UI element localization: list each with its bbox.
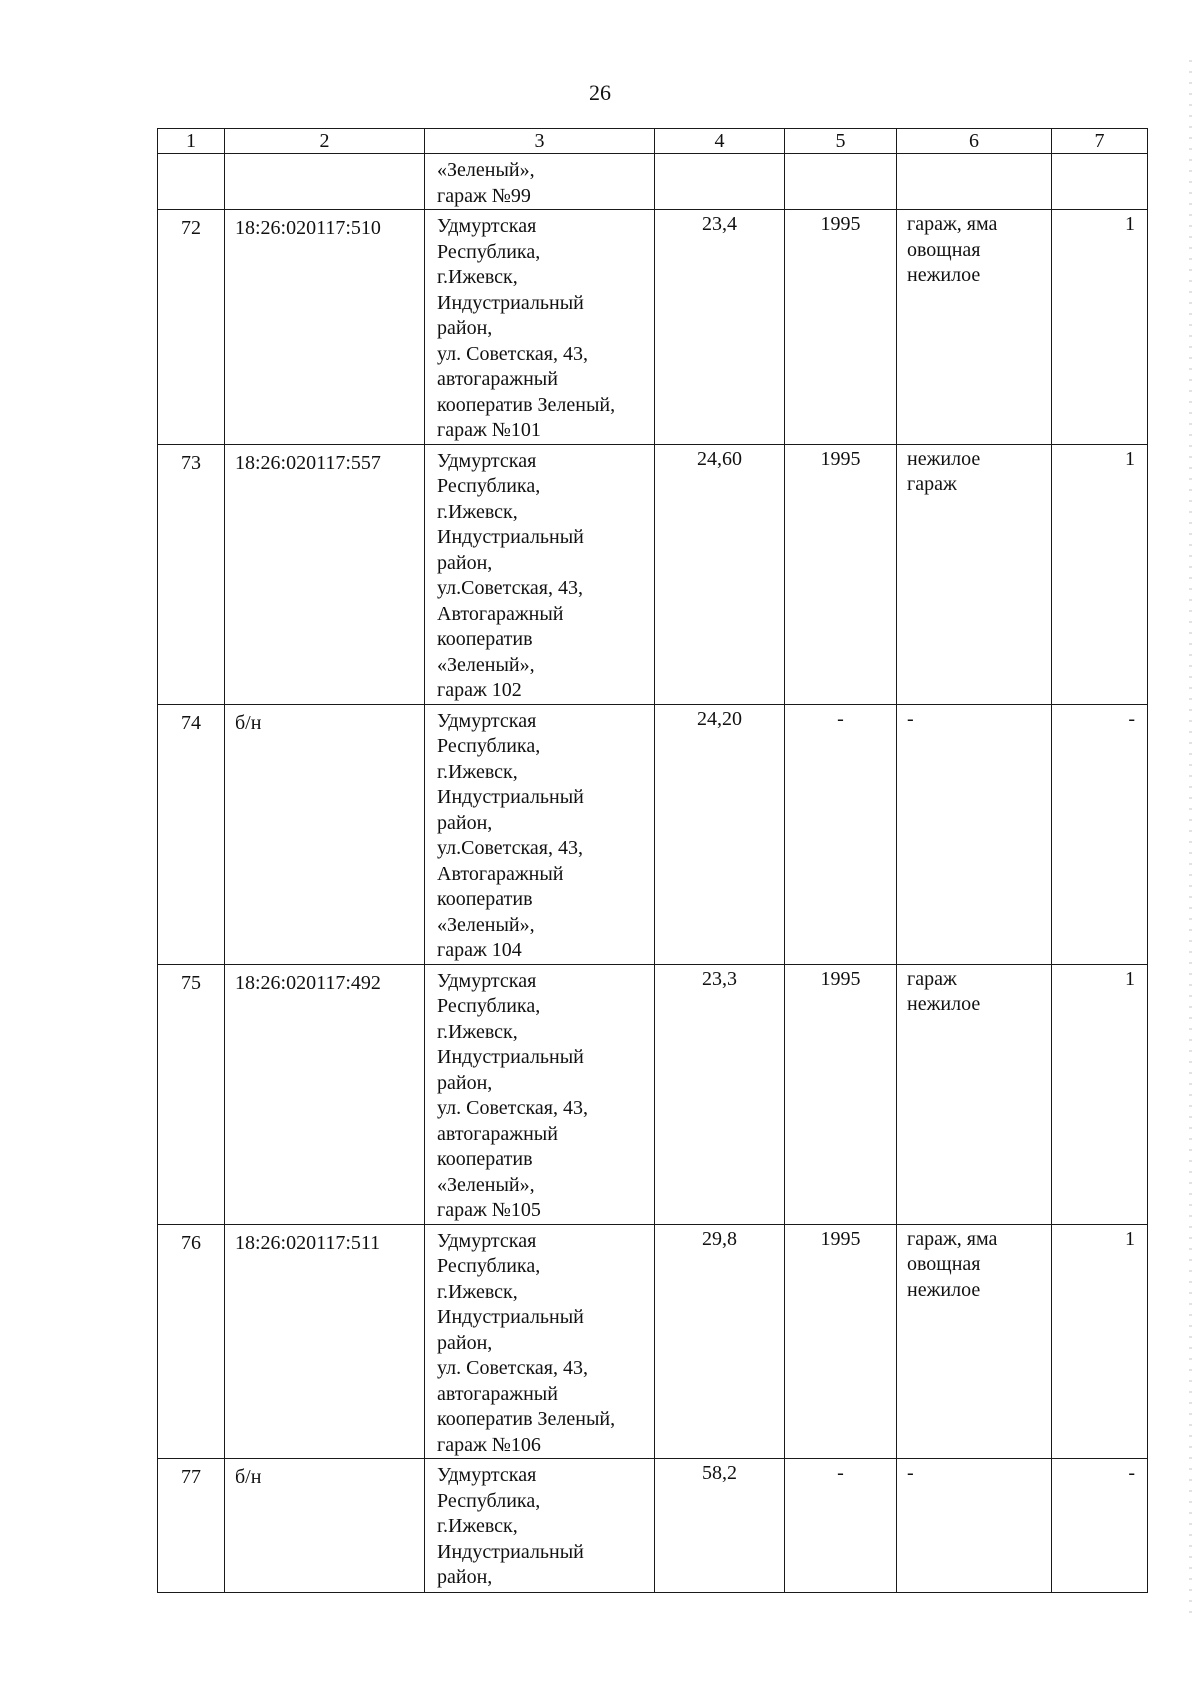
- row-number-cell: 76: [158, 1224, 225, 1459]
- column-header: 7: [1052, 129, 1148, 154]
- purpose-cell-line: нежилое: [907, 993, 981, 1015]
- address-cell-line: Удмуртская: [437, 449, 537, 472]
- count-cell: -: [1052, 704, 1148, 964]
- table-row: [158, 210, 1148, 445]
- address-cell: [425, 964, 655, 1224]
- address-cell-line: г.Ижевск,: [437, 1280, 518, 1303]
- address-cell-line: Республика,: [437, 1255, 541, 1277]
- address-cell-line: кооператив Зеленый,: [437, 1408, 616, 1430]
- count-cell: [1052, 154, 1148, 210]
- address-cell-line: г.Ижевск,: [437, 1020, 518, 1043]
- purpose-cell-line: -: [907, 1462, 914, 1484]
- address-cell-line: Республика,: [437, 735, 541, 757]
- purpose-cell: [897, 964, 1052, 1224]
- address-cell-line: автогаражный: [437, 1382, 558, 1405]
- count-cell: 1: [1052, 964, 1148, 1224]
- purpose-cell: [897, 444, 1052, 704]
- address-cell: [425, 704, 655, 964]
- address-cell-line: ул.Советская, 43,: [437, 577, 583, 599]
- area-cell: 58,2: [655, 1459, 785, 1593]
- cadastral-number-cell: 18:26:020117:510: [225, 210, 425, 445]
- address-cell-line: Удмуртская: [437, 1464, 537, 1486]
- address-cell-line: Республика,: [437, 240, 541, 263]
- address-cell-line: «Зеленый»,: [437, 653, 535, 676]
- cadastral-number-cell: б/н: [225, 704, 425, 964]
- scan-edge-noise: [1189, 60, 1192, 1620]
- count-cell: 1: [1052, 444, 1148, 704]
- address-cell-line: гараж №105: [437, 1199, 541, 1221]
- address-cell-line: кооператив: [437, 888, 533, 910]
- address-cell-line: ул. Советская, 43,: [437, 1357, 588, 1379]
- address-cell-line: ул. Советская, 43,: [437, 342, 588, 365]
- area-cell: 24,20: [655, 704, 785, 964]
- column-header: 5: [785, 129, 897, 154]
- address-cell-line: Автогаражный: [437, 602, 564, 625]
- cadastral-number-cell: 18:26:020117:492: [225, 964, 425, 1224]
- column-header: 6: [897, 129, 1052, 154]
- table-row: [158, 154, 1148, 210]
- address-cell-line: г.Ижевск,: [437, 266, 518, 288]
- address-cell-line: «Зеленый»,: [437, 1173, 535, 1196]
- purpose-cell-line: нежилое: [907, 447, 981, 470]
- purpose-cell: [897, 210, 1052, 445]
- address-cell-line: кооператив: [437, 1148, 533, 1170]
- year-cell: 1995: [785, 964, 897, 1224]
- purpose-cell-line: нежилое: [907, 1278, 981, 1301]
- address-cell-line: г.Ижевск,: [437, 1515, 518, 1537]
- address-cell-line: Республика,: [437, 475, 541, 497]
- year-cell: 1995: [785, 1224, 897, 1459]
- year-cell: -: [785, 704, 897, 964]
- cadastral-number-cell: [225, 154, 425, 210]
- address-cell-line: ул. Советская, 43,: [437, 1097, 588, 1119]
- address-cell-line: Удмуртская: [437, 1229, 537, 1252]
- address-cell-line: район,: [437, 1566, 493, 1588]
- address-cell-line: «Зеленый»,: [437, 913, 535, 936]
- count-cell: 1: [1052, 1224, 1148, 1459]
- area-cell: [655, 154, 785, 210]
- address-cell-line: Индустриальный: [437, 1046, 584, 1068]
- column-header: 4: [655, 129, 785, 154]
- address-cell-line: Автогаражный: [437, 862, 564, 885]
- address-cell: [425, 1459, 655, 1593]
- address-cell: [425, 1224, 655, 1459]
- address-cell-line: Удмуртская: [437, 969, 537, 992]
- address-cell-line: Республика,: [437, 1489, 541, 1512]
- cadastral-number-cell: 18:26:020117:511: [225, 1224, 425, 1459]
- area-cell: 23,3: [655, 964, 785, 1224]
- count-cell: 1: [1052, 210, 1148, 445]
- address-cell: [425, 210, 655, 445]
- address-cell-line: Удмуртская: [437, 215, 537, 237]
- column-header: 3: [425, 129, 655, 154]
- area-cell: 24,60: [655, 444, 785, 704]
- cadastral-number-cell: 18:26:020117:557: [225, 444, 425, 704]
- address-cell-line: район,: [437, 317, 493, 339]
- purpose-cell-line: гараж: [907, 967, 957, 990]
- year-cell: 1995: [785, 210, 897, 445]
- address-cell-line: район,: [437, 811, 493, 834]
- page-number: 26: [589, 80, 611, 105]
- purpose-cell-line: нежилое: [907, 264, 981, 286]
- purpose-cell: [897, 1224, 1052, 1459]
- purpose-cell-line: гараж, яма: [907, 213, 998, 235]
- address-cell-line: гараж №101: [437, 419, 541, 441]
- purpose-cell-line: овощная: [907, 1253, 981, 1275]
- address-cell-line: «Зеленый»,: [437, 159, 535, 181]
- address-cell-line: ул.Советская, 43,: [437, 837, 583, 859]
- purpose-cell-line: гараж, яма: [907, 1227, 998, 1250]
- table-row: [158, 1224, 1148, 1459]
- address-cell-line: гараж 104: [437, 939, 522, 961]
- area-cell: 23,4: [655, 210, 785, 445]
- address-cell-line: кооператив: [437, 628, 533, 650]
- row-number-cell: 74: [158, 704, 225, 964]
- address-cell-line: Индустриальный: [437, 1306, 584, 1328]
- year-cell: [785, 154, 897, 210]
- count-cell: -: [1052, 1459, 1148, 1593]
- table-row: [158, 964, 1148, 1224]
- address-cell-line: Индустриальный: [437, 526, 584, 548]
- table-row: [158, 1459, 1148, 1593]
- property-registry-table: [157, 128, 1148, 1593]
- row-number-cell: 75: [158, 964, 225, 1224]
- address-cell-line: Индустриальный: [437, 786, 584, 808]
- address-cell-line: Удмуртская: [437, 709, 537, 732]
- address-cell-line: Республика,: [437, 995, 541, 1017]
- address-cell: [425, 444, 655, 704]
- address-cell-line: кооператив Зеленый,: [437, 393, 616, 416]
- column-header: 1: [158, 129, 225, 154]
- row-number-cell: 77: [158, 1459, 225, 1593]
- address-cell-line: район,: [437, 551, 493, 574]
- address-cell-line: автогаражный: [437, 368, 558, 390]
- address-cell-line: Индустриальный: [437, 291, 584, 314]
- purpose-cell-line: -: [907, 707, 914, 730]
- table-row: [158, 444, 1148, 704]
- table-row: [158, 704, 1148, 964]
- row-number-cell: [158, 154, 225, 210]
- year-cell: -: [785, 1459, 897, 1593]
- year-cell: 1995: [785, 444, 897, 704]
- purpose-cell: [897, 704, 1052, 964]
- purpose-cell-line: овощная: [907, 238, 981, 261]
- address-cell-line: гараж 102: [437, 679, 522, 701]
- column-header: 2: [225, 129, 425, 154]
- address-cell-line: гараж №99: [437, 184, 531, 207]
- address-cell-line: автогаражный: [437, 1122, 558, 1145]
- address-cell-line: г.Ижевск,: [437, 500, 518, 523]
- address-cell: [425, 154, 655, 210]
- area-cell: 29,8: [655, 1224, 785, 1459]
- row-number-cell: 73: [158, 444, 225, 704]
- address-cell-line: гараж №106: [437, 1433, 541, 1456]
- purpose-cell: [897, 154, 1052, 210]
- row-number-cell: 72: [158, 210, 225, 445]
- cadastral-number-cell: б/н: [225, 1459, 425, 1593]
- address-cell-line: Индустриальный: [437, 1540, 584, 1563]
- address-cell-line: г.Ижевск,: [437, 760, 518, 783]
- address-cell-line: район,: [437, 1071, 493, 1094]
- purpose-cell-line: гараж: [907, 473, 957, 495]
- column-number-row: [158, 129, 1148, 154]
- address-cell-line: район,: [437, 1331, 493, 1354]
- purpose-cell: [897, 1459, 1052, 1593]
